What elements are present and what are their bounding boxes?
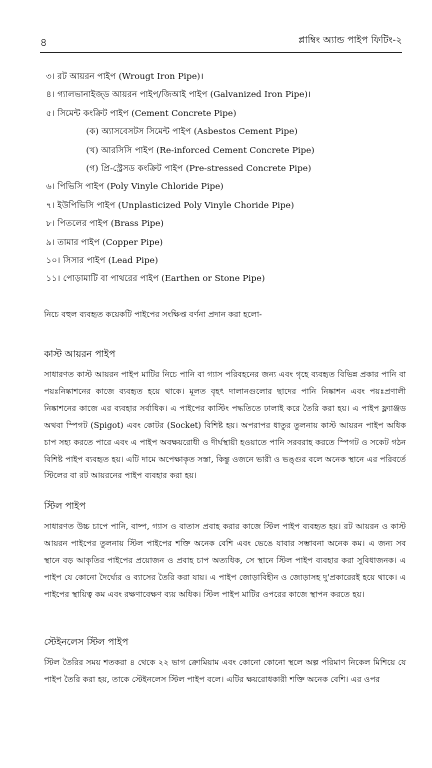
page-number: ৪: [40, 36, 48, 49]
section-cast-iron: [44, 348, 406, 484]
running-title: প্লাম্বিং অ্যান্ড পাইপ ফিটিং-২: [298, 35, 402, 46]
list-subitem: (ক) অ্যাসবেসটস সিমেন্ট পাইপ (Asbestos Cement Pipe): [86, 127, 298, 138]
list-item: ৮। পিতলের পাইপ (Brass Pipe): [46, 219, 164, 230]
list-item: ১০। সিসার পাইপ (Lead Pipe): [46, 255, 159, 266]
list-item: ৭। ইউপিভিসি পাইপ (Unplasticized Poly Vinyle Choride Pipe): [46, 200, 295, 211]
list-item: ৯। তামার পাইপ (Copper Pipe): [46, 237, 163, 248]
section-heading: স্টেইনলেস স্টিল পাইপ: [44, 637, 129, 648]
list-item: ৩। রট আয়রন পাইপ (Wrougt Iron Pipe)।: [46, 72, 204, 82]
list-item: ৪। গ্যালভানাইজ্ড আয়রন পাইপ/জিআই পাইপ (Galvanized Iron Pipe)।: [46, 90, 311, 101]
list-subitem: (খ) আরসিসি পাইপ (Re-inforced Cement Concrete Pipe): [86, 145, 315, 156]
section-heading: কাস্ট আয়রন পাইপ: [44, 349, 116, 360]
list-subitem: (গ) প্রি-স্ট্রেসড কংক্রিট পাইপ (Pre-stressed Concrete Pipe): [86, 163, 312, 174]
section-body: সাধারণত উচ্চ চাপে পানি, বাষ্প, গ্যাস ও বাতাস প্রবাহ করার কাজে স্টিল পাইপ ব্যবহৃত হয়। রট আয়রন ও কাস্ট আয়রন পাইপের তুলনায় স্টিল পাইপের শক্তি অনেক বেশি এবং ভেঙে যাবার সম্ভাবনা অনেক কম। এ জন্য সব স্থানে বড় আকৃতির পাইপের প্রয়োজন ও প্রবাহ চাপ অত্যধিক, সে স্থানে স্টিল পাইপ ব্যবহার করা সুবিধাজনক। এ পাইপ যে কোনো দৈর্ঘ্যের ও ব্যাসের তৈরি করা যায়। এ পাইপ জোড়াবিহীন ও জোড়াসহ দু'প্রকারেরই হয়ে থাকে। এ পাইপের স্থায়িত্ব কম এবং রক্ষণাবেক্ষণ ব্যয় অধিক। স্টিল পাইপ মাটির ওপরের কাজে স্থাপন করতে হয়।: [44, 521, 406, 599]
list-item: ৬। পিভিসি পাইপ (Poly Vinyle Chloride Pipe): [46, 182, 224, 193]
list-item: ৫। সিমেন্ট কংক্রিট পাইপ (Cement Concrete Pipe): [46, 108, 237, 119]
section-heading: স্টিল পাইপ: [44, 501, 86, 512]
header-rule: [40, 52, 402, 53]
intro-paragraph: নিচে বহুল ব্যবহৃত কয়েকটি পাইপের সংক্ষিপ্ত বর্ণনা প্রদান করা হলো-: [44, 309, 262, 319]
section-stainless-steel: [44, 636, 406, 688]
page-header: [40, 34, 402, 48]
section-body: সাধারণত কাস্ট আয়রন পাইপ মাটির নিচে পানি বা গ্যাস পরিবহনের জন্য এবং গৃহে ব্যবহৃত বিভিন্ন প্রকার পানি বা পয়ঃনিষ্কাশনের কাজে ব্যবহৃত হয়ে থাকে। মূলত বৃহৎ দালানগুলোর ছাদের পানি নিষ্কাশন এবং পয়ঃপ্রণালী নিষ্কাশনের কাজে এর ব্যবহার সর্বাধিক। এ পাইপের কাস্টিং পদ্ধতিতে ঢালাই করে তৈরি করা হয়। এ পাইপ ফ্ল্যাঞ্জড অথবা স্পিগট (Spigot) এবং কোটর (Socket) বিশিষ্ট হয়। অপরাপর ধাতুর তুলনায় কাস্ট আয়রন পাইপ অধিক চাপ সহ্য করতে পারে এবং এ পাইপ অবক্ষয়রোধী ও দীর্ঘস্থায়ী হওয়াতে পানি সরবরাহ করতে স্পিগট ও সকেট গঠন বিশিষ্ট পাইপ ব্যবহৃত হয়। এটি দামে অপেক্ষাকৃত সস্তা, কিন্তু ওজনে ভারী ও ভঙ্গুর বলে অনেক স্থানে এর পরিবর্তে স্টিলের বা রট আয়রনের পাইপ ব্যবহার করা হয়।: [44, 369, 406, 481]
pipe-type-list: [46, 68, 406, 289]
section-steel: [44, 500, 406, 603]
list-item: ১১। পোড়ামাটি বা পাথরের পাইপ (Earthen or Stone Pipe): [46, 274, 265, 285]
section-body: স্টিল তৈরির সময় শতকরা ৪ থেকে ২২ ভাগ ক্রোমিয়াম এবং কোনো কোনো স্থলে অল্প পরিমাণ নিকেল মিশিয়ে যে পাইপ তৈরি করা হয়, তাকে স্টেইনলেস স্টিল পাইপ বলে। এটির ক্ষয়রোধকারী শক্তি অনেক বেশি। এর ওপর: [44, 657, 406, 684]
